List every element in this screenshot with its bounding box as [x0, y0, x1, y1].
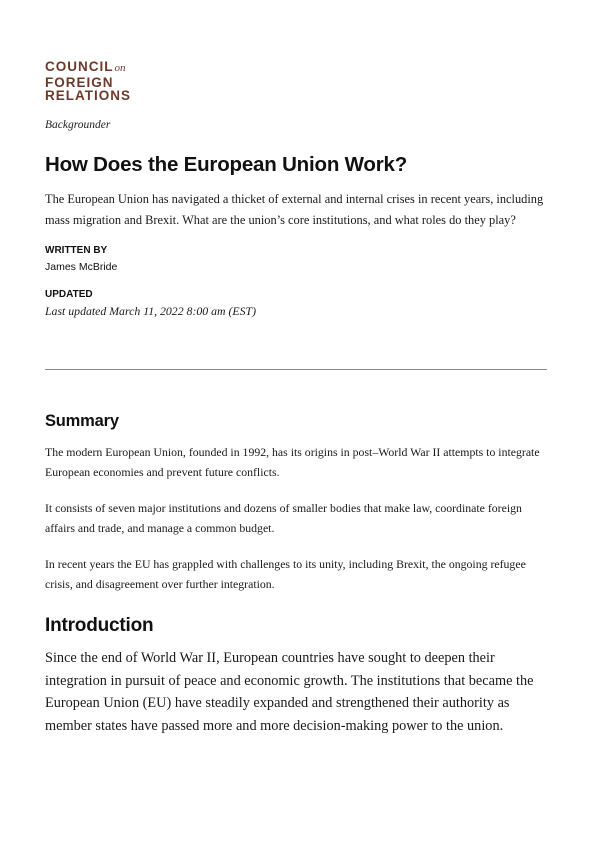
logo-line-1: COUNCIL — [45, 59, 114, 74]
summary-paragraph: In recent years the EU has grappled with challenges to its unity, including Brexit, the ongoing refugee crisis, and disagreement over further integration. — [45, 557, 526, 591]
introduction-paragraph: Since the end of World War II, European countries have sought to deepen their integration in pursuit of peace and economic growth. The institutions that became the European Union (EU) have steadily expanded and strengthened their authority as member states have passed more and more decision-making power to the union. — [45, 650, 534, 734]
summary-section — [45, 412, 547, 594]
updated-date: Last updated March 11, 2022 8:00 am (EST) — [45, 303, 257, 318]
logo-line-3: RELATIONS — [45, 88, 131, 103]
page-title: How Does the European Union Work? — [45, 152, 408, 176]
article-dek: The European Union has navigated a thicket of external and internal crises in recent years, including mass migration and Brexit. What are the union’s core institutions, and what roles do they play? — [45, 191, 544, 227]
article-header — [45, 60, 547, 319]
article-type-kicker: Backgrounder — [45, 118, 111, 131]
author-name[interactable]: James McBride — [45, 260, 118, 273]
introduction-section — [45, 615, 547, 737]
cfr-logo[interactable] — [45, 60, 547, 103]
updated-label: UPDATED — [45, 288, 93, 300]
summary-heading: Summary — [45, 412, 119, 430]
section-divider — [45, 369, 547, 370]
introduction-heading: Introduction — [45, 615, 154, 636]
summary-paragraph: The modern European Union, founded in 1992, has its origins in post–World War II attempts to integrate European economies and prevent future conflicts. — [45, 445, 540, 479]
logo-line-1-suffix: on — [114, 62, 126, 74]
written-by-label: WRITTEN BY — [45, 244, 108, 256]
logo-line-2: FOREIGN — [45, 74, 114, 90]
summary-paragraph: It consists of seven major institutions and dozens of smaller bodies that make law, coordinate foreign affairs and trade, and manage a common budget. — [45, 501, 522, 535]
